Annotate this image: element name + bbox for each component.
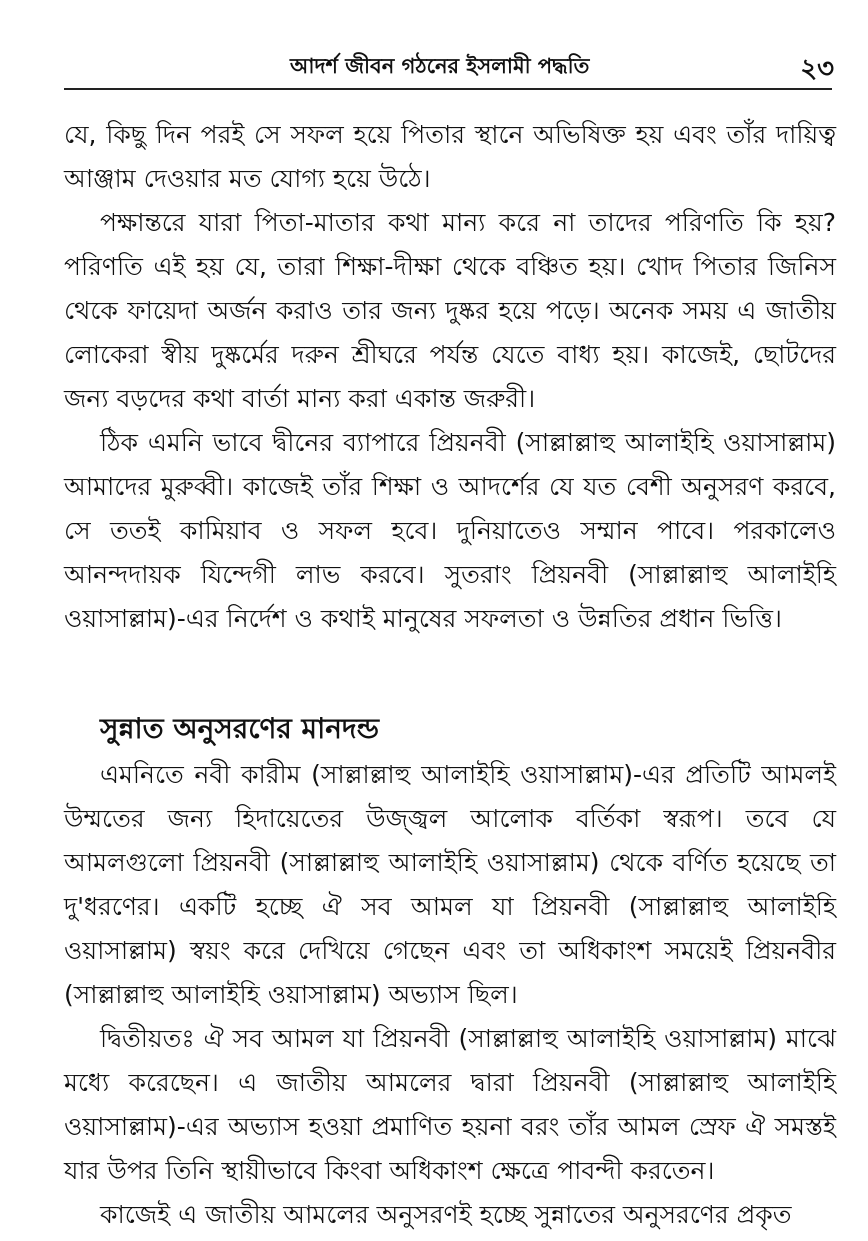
page-number: ২৩ bbox=[800, 54, 834, 84]
paragraph: যে, কিছু দিন পরই সে সফল হয়ে পিতার স্থানে অভিষিক্ত হয় এবং তাঁর দায়িত্ব আঞ্জাম দেওয়ার মত যোগ্য হয়ে উঠে। bbox=[64, 120, 836, 193]
paragraph: এমনিতে নবী কারীম (সাল্লাল্লাহু আলাইহি ওয়াসাল্লাম)-এর প্রতিটি আমলই উম্মতের জন্য হিদায়েতের উজ্জ্বল আলোক বর্তিকা স্বরূপ। তবে যে আমলগুলো প্রিয়নবী (সাল্লাল্লাহু আলাইহি ওয়াসাল্লাম) থেকে বর্ণিত হয়েছে তা দু'ধরণের। একটি হচ্ছে ঐ সব আমল যা প্রিয়নবী (সাল্লাল্লাহু আলাইহি ওয়াসাল্লাম) স্বয়ং করে দেখিয়ে গেছেন এবং তা অধিকাংশ সময়েই প্রিয়নবীর (সাল্লাল্লাহু আলাইহি ওয়াসাল্লাম) অভ্যাস ছিল। bbox=[64, 760, 836, 1009]
paragraph: পক্ষান্তরে যারা পিতা-মাতার কথা মান্য করে না তাদের পরিণতি কি হয়? পরিণতি এই হয় যে, তারা শিক্ষা-দীক্ষা থেকে বঞ্চিত হয়। খোদ পিতার জিনিস থেকে ফায়েদা অর্জন করাও তার জন্য দুষ্কর হয়ে পড়ে। অনেক সময় এ জাতীয় লোকেরা স্বীয় দুষ্কর্মের দরুন শ্রীঘরে পর্যন্ত যেতে বাধ্য হয়। কাজেই, ছোটদের জন্য বড়দের কথা বার্তা মান্য করা একান্ত জরুরী। bbox=[64, 208, 836, 413]
body-text bbox=[64, 113, 836, 1237]
page-header bbox=[0, 44, 868, 94]
header-rule bbox=[64, 88, 832, 90]
paragraph: ঠিক এমনি ভাবে দ্বীনের ব্যাপারে প্রিয়নবী (সাল্লাল্লাহু আলাইহি ওয়াসাল্লাম) আমাদের মুরুব্বী। কাজেই তাঁর শিক্ষা ও আদর্শের যে যত বেশী অনুসরণ করবে, সে ততই কামিয়াব ও সফল হবে। দুনিয়াতেও সম্মান পাবে। পরকালেও আনন্দদায়ক যিন্দেগী লাভ করবে। সুতরাং প্রিয়নবী (সাল্লাল্লাহু আলাইহি ওয়াসাল্লাম)-এর নির্দেশ ও কথাই মানুষের সফলতা ও উন্নতির প্রধান ভিত্তি। bbox=[64, 428, 836, 633]
section-heading: সুন্নাত অনুসরণের মানদন্ড bbox=[100, 712, 379, 745]
paragraph: কাজেই এ জাতীয় আমলের অনুসরণই হচ্ছে সুন্নাতের অনুসরণের প্রকৃত bbox=[100, 1200, 792, 1229]
paragraph: দ্বিতীয়তঃ ঐ সব আমল যা প্রিয়নবী (সাল্লাল্লাহু আলাইহি ওয়াসাল্লাম) মাঝে মধ্যে করেছেন। এ জাতীয় আমলের দ্বারা প্রিয়নবী (সাল্লাল্লাহু আলাইহি ওয়াসাল্লাম)-এর অভ্যাস হওয়া প্রমাণিত হয়না বরং তাঁর আমল স্রেফ ঐ সমস্তই যার উপর তিনি স্থায়ীভাবে কিংবা অধিকাংশ ক্ষেত্রে পাবন্দী করতেন। bbox=[64, 1024, 836, 1185]
running-title: আদর্শ জীবন গঠনের ইসলামী পদ্ধতি bbox=[290, 54, 590, 78]
